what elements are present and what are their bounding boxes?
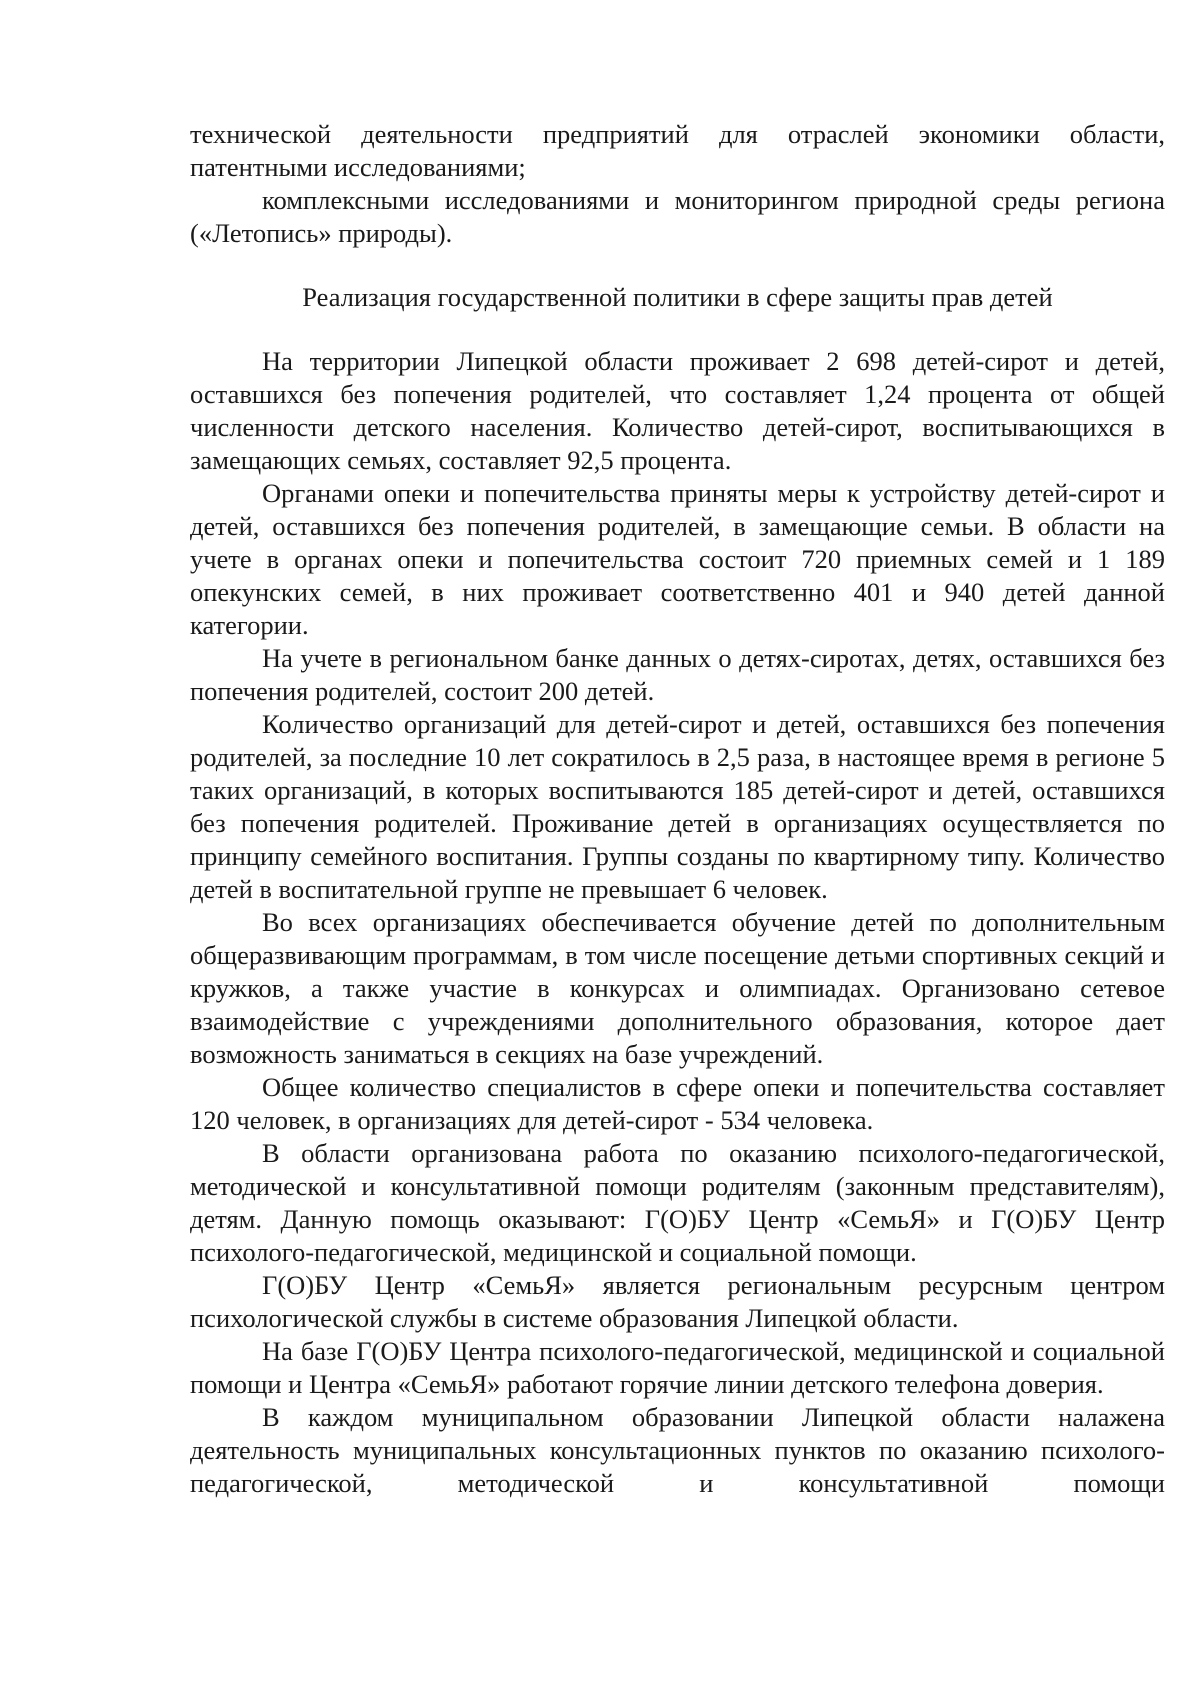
intro-paragraph-2: комплексными исследованиями и мониторингом природной среды региона («Летопись» природы). [190,185,1165,248]
paragraph-10: В каждом муниципальном образовании Липецкой области налажена деятельность муниципальных консультационных пунктов по оказанию психолого-педагогической, методической и консультативной помощи [190,1402,1165,1498]
paragraph-2: Органами опеки и попечительства приняты меры к устройству детей-сирот и детей, оставшихся без попечения родителей, в замещающие семьи. В области на учете в органах опеки и попечительства состоит 720 приемных семей и 1 189 опекунских семей, в них проживает соответственно 401 и 940 детей данной категории. [190,478,1165,640]
paragraph-6: Общее количество специалистов в сфере опеки и попечительства составляет 120 человек, в организациях для детей-сирот - 534 человека. [190,1072,1165,1135]
section-title: Реализация государственной политики в сфере защиты прав детей [302,282,1053,312]
paragraph-9: На базе Г(О)БУ Центра психолого-педагогической, медицинской и социальной помощи и Центра «СемьЯ» работают горячие линии детского телефона доверия. [190,1336,1165,1399]
paragraph-5: Во всех организациях обеспечивается обучение детей по дополнительным общеразвивающим программам, в том числе посещение детьми спортивных секций и кружков, а также участие в конкурсах и олимпиадах. Организовано сетевое взаимодействие с учреждениями дополнительного образования, которое дает возможность заниматься в секциях на базе учреждений. [190,907,1165,1069]
paragraph-7: В области организована работа по оказанию психолого-педагогической, методической и консультативной помощи родителям (законным представителям), детям. Данную помощь оказывают: Г(О)БУ Центр «СемьЯ» и Г(О)БУ Центр психолого-педагогической, медицинской и социальной помощи. [190,1138,1165,1267]
paragraph-1: На территории Липецкой области проживает 2 698 детей-сирот и детей, оставшихся без попечения родителей, что составляет 1,24 процента от общей численности детского населения. Количество детей-сирот, воспитывающихся в замещающих семьях, составляет 92,5 процента. [190,346,1165,475]
paragraph-4: Количество организаций для детей-сирот и детей, оставшихся без попечения родителей, за последние 10 лет сократилось в 2,5 раза, в настоящее время в регионе 5 таких организаций, в которых воспитываются 185 детей-сирот и детей, оставшихся без попечения родителей. Проживание детей в организациях осуществляется по принципу семейного воспитания. Группы созданы по квартирному типу. Количество детей в воспитательной группе не превышает 6 человек. [190,709,1165,904]
paragraph-3: На учете в региональном банке данных о детях-сиротах, детях, оставшихся без попечения родителей, состоит 200 детей. [190,643,1165,706]
document-body [190,118,1165,1500]
intro-paragraph-1: технической деятельности предприятий для отраслей экономики области, патентными исследованиями; [190,119,1165,182]
paragraph-8: Г(О)БУ Центр «СемьЯ» является региональным ресурсным центром психологической службы в системе образования Липецкой области. [190,1270,1165,1333]
